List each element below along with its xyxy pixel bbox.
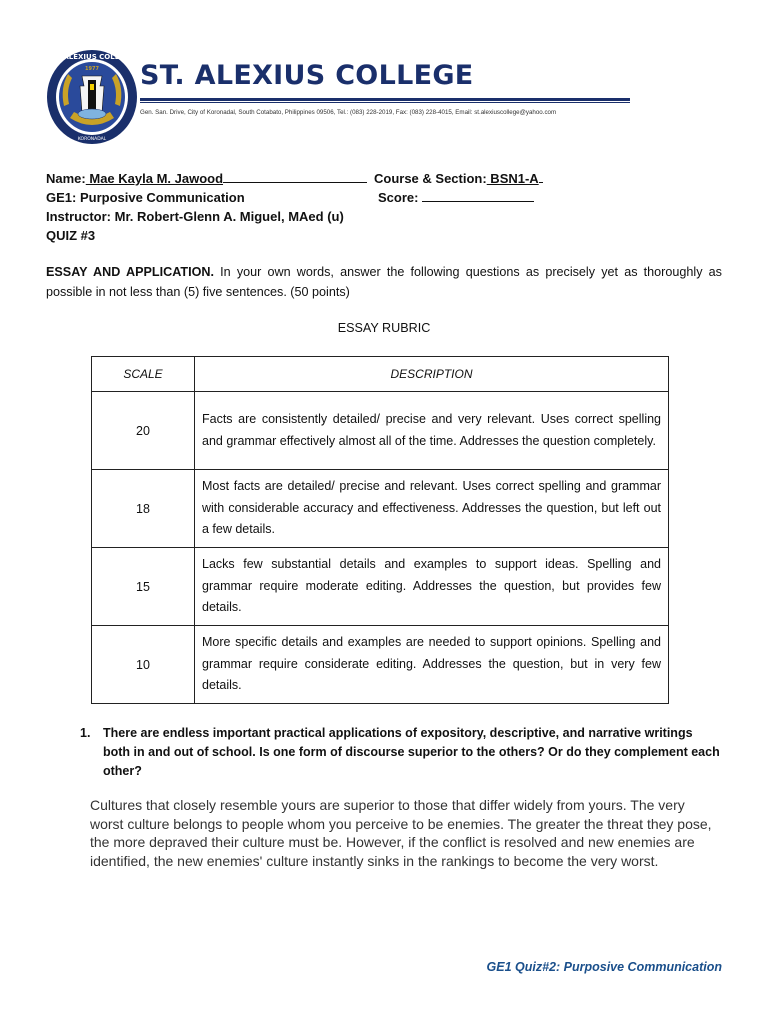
rubric-table xyxy=(91,356,669,704)
college-name: ST. ALEXIUS COLLEGE xyxy=(140,60,474,91)
logo-year: 1977 xyxy=(85,66,99,72)
letterhead xyxy=(46,46,634,150)
question-number: 1. xyxy=(80,726,91,740)
scale-cell: 20 xyxy=(92,392,195,470)
page-footer: GE1 Quiz#2: Purposive Communication xyxy=(486,960,722,974)
rubric-row xyxy=(92,392,669,470)
question-text: There are endless important practical applications of expository, descriptive, and narrative writings both in and out of school. Is one form of discourse superior to the others? Or do they complement each other? xyxy=(103,726,720,778)
quiz-number: QUIZ #3 xyxy=(46,228,96,243)
rubric-title: ESSAY RUBRIC xyxy=(337,321,431,335)
answer-text: Cultures that closely resemble yours are superior to those that differ widely from yours. The very worst culture belongs to people whom you perceive to be enemies. The greater the threat they pose, the more depraved their culture must be. However, if the conflict is resolved and new enemies are identified, the new enemies' culture instantly sinks in the rankings to become the very worst. xyxy=(90,797,712,869)
rubric-row xyxy=(92,548,669,626)
instructions-text: In your own words, answer the following questions as precisely yet as thoroughly as possible in not less than (5) five sentences. (50 points) xyxy=(46,265,722,299)
score-label: Score: xyxy=(378,190,419,205)
instructions-heading: ESSAY AND APPLICATION. xyxy=(46,265,214,279)
question-1 xyxy=(80,724,722,781)
course-underline xyxy=(539,169,543,183)
scale-header: SCALE xyxy=(92,357,195,392)
subject: GE1: Purposive Communication xyxy=(46,190,245,205)
instructor: Instructor: Mr. Robert-Glenn A. Miguel, MAed (u) xyxy=(46,209,344,224)
description-header: DESCRIPTION xyxy=(195,357,669,392)
score-blank xyxy=(422,188,534,202)
course-section xyxy=(374,169,543,188)
name-row xyxy=(46,169,539,188)
header-rule xyxy=(140,98,630,101)
name-underline xyxy=(223,169,367,183)
scale-cell: 10 xyxy=(92,626,195,704)
rubric-row xyxy=(92,470,669,548)
logo-location: KORONADAL xyxy=(77,137,107,142)
course-value: BSN1-A xyxy=(486,171,539,186)
header-rule-thin xyxy=(140,102,630,103)
description-cell: More specific details and examples are needed to support opinions. Spelling and grammar require considerate editing. Addresses the question, but in very few details. xyxy=(195,626,669,704)
college-address: Gen. San. Drive, City of Koronadal, South Cotabato, Philippines 09506, Tel.: (083) 228-2019, Fax: (083) 228-4015, Email: st.alexiuscollege@yahoo.com xyxy=(140,109,557,116)
course-label: Course & Section: xyxy=(374,171,487,186)
scale-cell: 18 xyxy=(92,470,195,548)
instructions xyxy=(46,262,722,302)
scale-cell: 15 xyxy=(92,548,195,626)
rubric-row xyxy=(92,626,669,704)
college-seal-logo xyxy=(46,48,138,146)
description-cell: Most facts are detailed/ precise and relevant. Uses correct spelling and grammar with considerable accuracy and effectiveness. Addresses the question, but left out a few details. xyxy=(195,470,669,548)
description-cell: Facts are consistently detailed/ precise and very relevant. Uses correct spelling and grammar effectively almost all of the time. Addresses the question completely. xyxy=(195,392,669,470)
rubric-header-row xyxy=(92,357,669,392)
name-label: Name: xyxy=(46,171,86,186)
score-field xyxy=(378,188,534,207)
student-info xyxy=(46,169,539,245)
logo-arc-text: ST. ALEXIUS COLLEGE xyxy=(49,53,135,61)
name-value: Mae Kayla M. Jawood xyxy=(85,171,224,186)
description-cell: Lacks few substantial details and examples to support ideas. Spelling and grammar require moderate editing. Addresses the question, but provides few details. xyxy=(195,548,669,626)
subject-row xyxy=(46,188,419,207)
